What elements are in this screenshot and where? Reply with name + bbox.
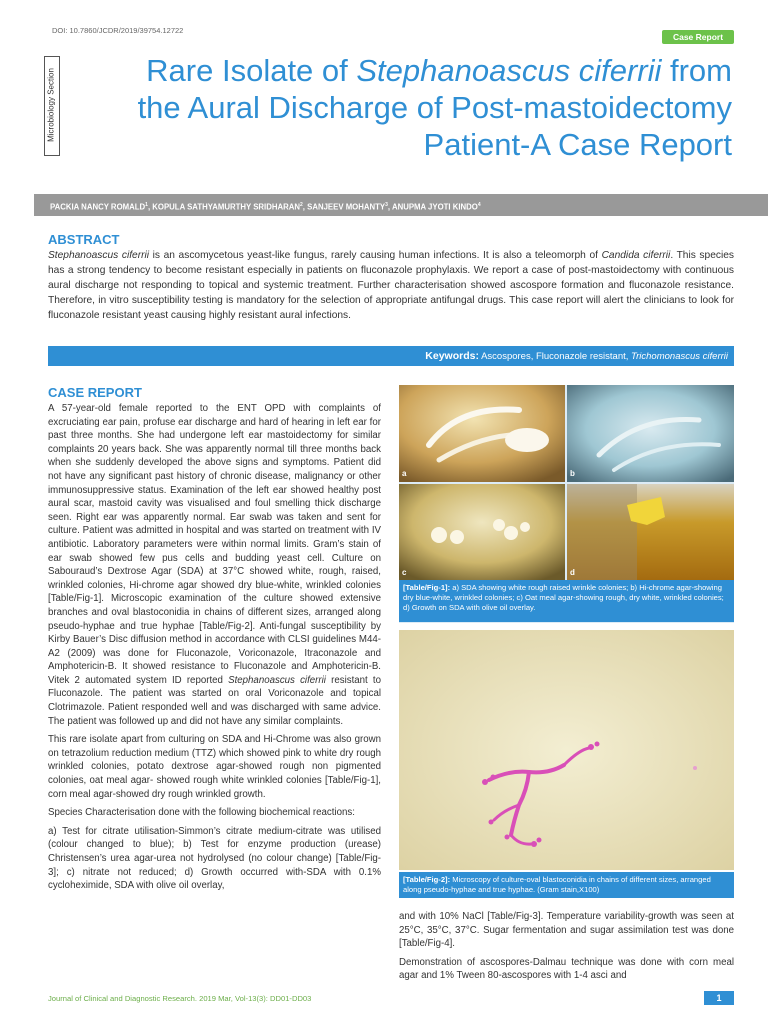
paragraph: This rare isolate apart from culturing on SDA and Hi-Chrome was also grown on tetrazolium reduction medium (TTZ) which showed pink to white dry rough wrinkled colonies, potato dextrose agar-showed rough non pigmented colonies, oat meal agar- showed rough white wrinkled colonies [Table/Fig-1], corn meal agar-showed dry rough wrinkled growth.	[48, 734, 381, 800]
author: ANUPMA JYOTI KINDO	[391, 202, 478, 212]
panel-c	[399, 484, 565, 580]
keywords-bar	[48, 346, 734, 366]
paragraph: Demonstration of ascospores-Dalmau technique was done with corn meal agar and 1% Tween 80-ascospores with 1-4 asci and	[399, 956, 734, 982]
right-column	[399, 910, 734, 988]
colony	[505, 428, 549, 452]
figure-2	[399, 630, 734, 870]
colony	[493, 519, 505, 531]
journal-footer: Journal of Clinical and Diagnostic Research. 2019 Mar, Vol-13(3): DD01-DD03	[48, 994, 312, 1003]
left-column	[48, 402, 381, 898]
figure-2-micrograph	[399, 630, 734, 870]
doi-text: DOI: 10.7860/JCDR/2019/39754.12722	[52, 26, 184, 35]
paragraph: Species Characterisation done with the following biochemical reactions:	[48, 807, 355, 819]
panel-label-d: d	[570, 568, 575, 577]
paragraph: and with 10% NaCl [Table/Fig-3]. Temperature variability-growth was seen at 25°C, 35°C, 37°C. Sugar fermentation and sugar assimilation test was done [Table/Fig-4].	[399, 911, 734, 950]
panel-label-b: b	[570, 469, 575, 478]
colony	[450, 530, 464, 544]
flask-highlight	[567, 484, 637, 580]
panel-label-c: c	[402, 568, 407, 577]
paragraph: a) Test for citrate utilisation-Simmon’s citrate medium-citrate was utilised (colour changed to blue); b) Test for enzyme production (urease) Christensen’s urea agar-urea not hydrolysed (no colour change) [Table/Fig-3]; c) nitrate not reduced; d) Growth occurred with-SDA with 0.1% cycloheximide, SDA with olive oil overlay,	[48, 825, 381, 892]
case-report-heading: CASE REPORT	[48, 385, 142, 400]
article-title	[112, 52, 732, 163]
panel-label-a: a	[402, 469, 407, 478]
title-pre: Rare Isolate of	[146, 53, 357, 88]
keywords-text: Ascospores, Fluconazole resistant,	[478, 351, 632, 362]
author: SANJEEV MOHANTY	[307, 202, 386, 212]
title-post: from the Aural Discharge of Post-mastoidectomy Patient-A Case Report	[137, 53, 732, 162]
colony	[504, 526, 518, 540]
figure-2-caption: [Table/Fig-2]: Microscopy of culture-oval blastoconidia in chains of different sizes, arranged along pseudo-hyphae and true hyphae. (Gram stain,X100)	[399, 872, 734, 898]
panel-b	[567, 385, 734, 482]
colony	[431, 527, 447, 543]
section-label: Microbiology Section	[46, 68, 56, 142]
abstract-heading: ABSTRACT	[48, 232, 120, 247]
stray-cell	[693, 766, 697, 770]
paragraph: A 57-year-old female reported to the ENT OPD with complaints of excruciating ear pain, profuse ear discharge and hard of hearing in left ear for past three months. She had undergone left ear mastoidectomy for similar complaints 20 years back. She was apparently normal till three months back when she suddenly developed the above signs and symptoms. Patient did not have any significant past history of chronic disease, malignancy or other immunosuppressive status. Examination of the left ear showed healthy post aural scar, mastoid cavity was visualised and foul smelling thick discharge seen. Right ear was apparently normal. Ear swab was taken and sent for culture. Patient was admitted in hospital and was started on treatment with IV antibiotic. Laboratory parameters were within normal limits. Gram’s stain of ear swab showed few pus cells and budding yeast cell. Culture on Sabouraud’s Dextrose Agar (SDA) at 37°C showed white, rough, raised, wrinkled colonies, Hi-chrome agar showed dry blue-white, wrinkled colonies [Table/Fig-1]. Microscopic examination of the culture showed extensive branches and oval blastoconidia in chains of different sizes, arranged along pseudo-hyphae and true hyphae [Table/Fig-2]. Anti-fungal susceptibility by Kirby Bauer’s Disc diffusion method in accordance with CLSI guidelines M44-A2 (2009) was done for Fluconazole, Voriconazole, Itraconazole and Amphotericin-B. It showed resistance to Fluconazole and Amphotericin-B. Vitek 2 automated system ID reported Stephanoascus ciferrii resistant to Fluconazole. The patient was started on oral Voriconazole and topical Clotrimazole. Patient responded well and was discharged with same advice. The patient was followed up and did not have any similar complaints.	[48, 403, 381, 727]
colony	[520, 522, 530, 532]
authors-bar: PACKIA NANCY ROMALD$^1$, KOPULA SATHYAMURTHY SRIDHARAN$^2$, SANJEEV MOHANTY$^3$, ANUPMA JYOTI KINDO$^4$	[34, 194, 768, 216]
page-number: 1	[704, 991, 734, 1005]
keywords-italic: Trichomonascus ciferrii	[631, 351, 728, 362]
author: PACKIA NANCY ROMALD	[50, 202, 146, 212]
figure-1-caption: [Table/Fig-1]: a) SDA showing white rough raised wrinkle colonies; b) Hi-chrome agar-showing dry blue-white, wrinkled colonies; c) Oat meal agar-showing rough, dry white, wrinkled colonies; d) Growth on SDA with olive oil overlay.	[399, 580, 734, 622]
article-type-badge: Case Report	[662, 30, 734, 44]
title-italic: Stephanoascus ciferrii	[356, 53, 662, 88]
keywords-label: Keywords:	[425, 350, 479, 362]
figure-1-photos	[399, 385, 734, 580]
abstract-body: Stephanoascus ciferrii is an ascomycetous yeast-like fungus, rarely causing human infections. It is also a teleomorph of Candida ciferrii. This species has a strong tendency to become resistant especially in patients on fluconazole prophylaxis. We report a case of post-mastoidectomy with continuous aural discharge not responding to topical and systemic treatment. Further characterisation showed ascospore formation and fluconazole resistance. Therefore, in vitro susceptibility testing is mandatory for the selection of appropriate antifungal drugs. This case report will alert the clinicians to look for fluconazole resistant yeast causing highly resistant aural infections.	[48, 250, 734, 321]
author: KOPULA SATHYAMURTHY SRIDHARAN	[152, 202, 300, 212]
